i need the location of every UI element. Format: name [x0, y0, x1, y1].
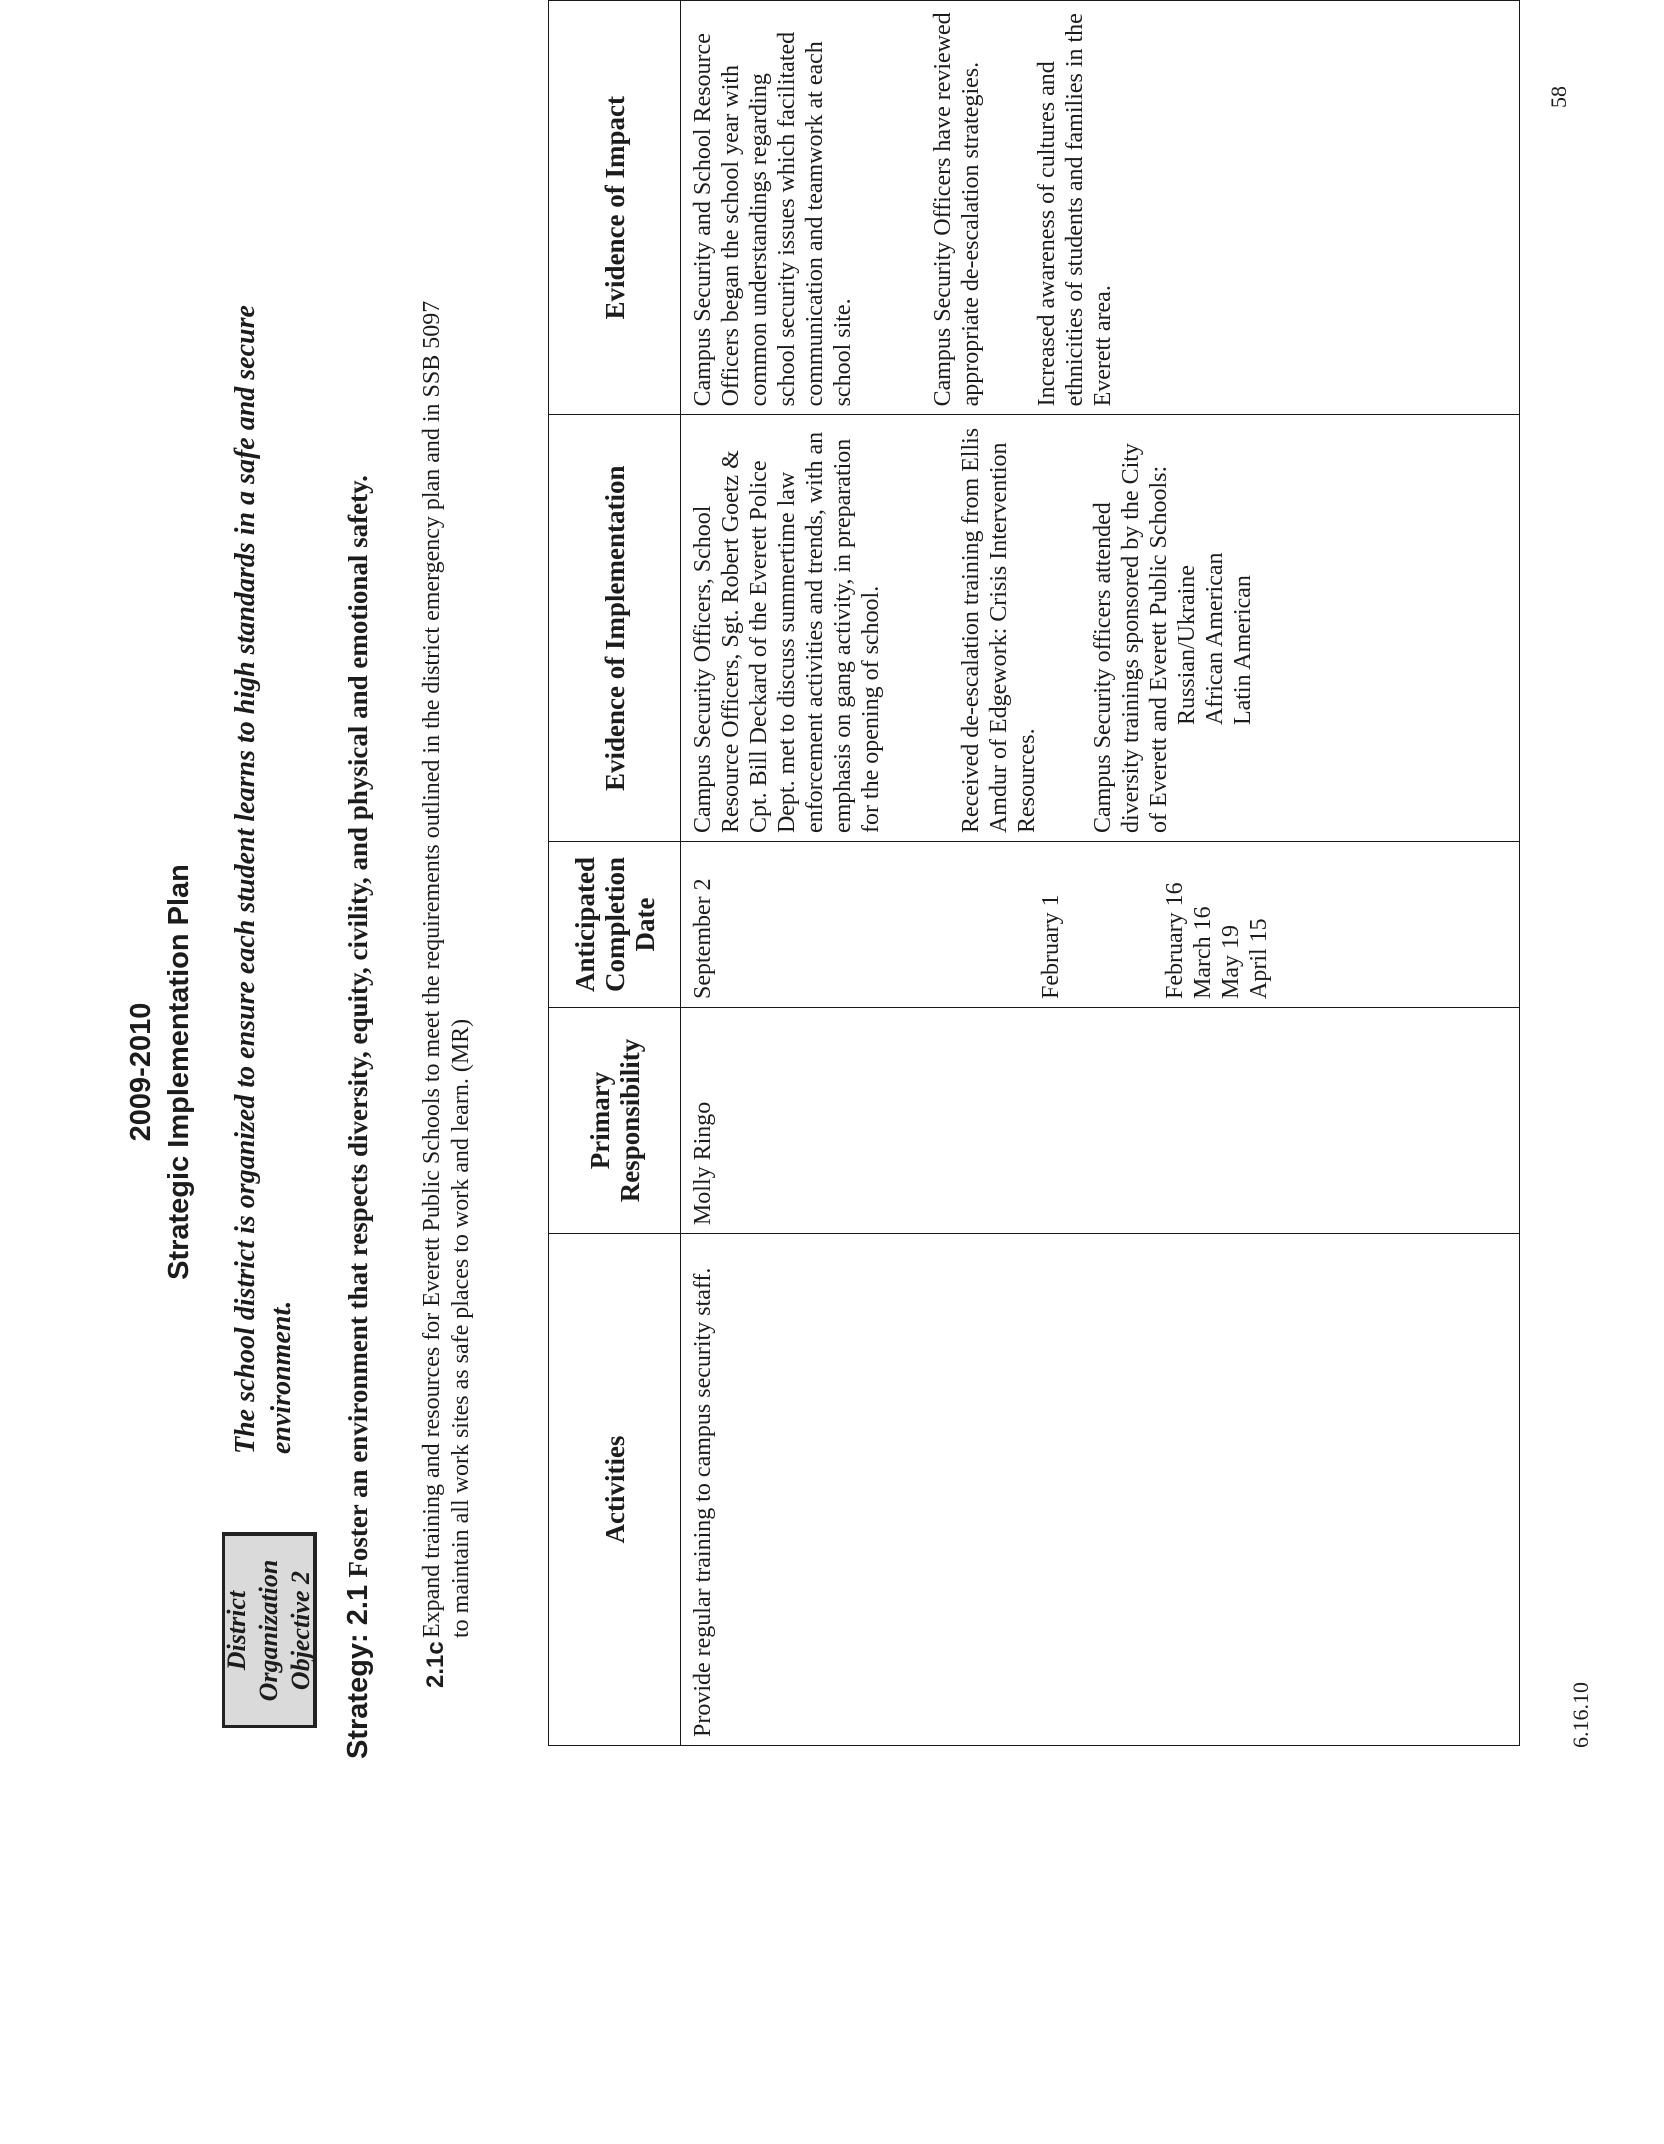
page-number: 58: [1546, 86, 1571, 108]
impact-cell: [681, 1, 1520, 415]
list-item: Latin American: [1230, 575, 1256, 726]
objective-statement: The school district is organized to ensure each student learns to high standards in a safe and secure environment.: [230, 305, 297, 1454]
header-impact: Evidence of Impact: [549, 1, 681, 415]
completion-date-cell: [681, 842, 1520, 1008]
date-3c: May 19: [1218, 924, 1244, 999]
sub-strategy-text: Expand training and resources for Everett Public Schools to meet the requirements outlined in the district emergency plan and in SSB 5097 to maintain all work sites as safe places to work and learn. (MR): [419, 300, 474, 1638]
implementation-entry-2: Received de-escalation training from Ellis Amdur of Edgework: Crisis Intervention Resources.: [958, 427, 1040, 834]
objective-box-line1: District Organization: [222, 1559, 283, 1702]
implementation-table: [548, 0, 1520, 1746]
header-implementation: Evidence of Implementation: [549, 415, 681, 842]
header-activities: Activities: [549, 1234, 681, 1746]
date-3a: February 16: [1162, 882, 1188, 999]
header-responsibility: Primary Responsibility: [549, 1007, 681, 1233]
implementation-entry-1: Campus Security Officers, School Resource Officers, Sgt. Robert Goetz & Cpt. Bill Deckard of the Everett Police Dept. met to discuss summertime law enforcement activities and trends, with an emphasis on gang activity, in preparation for the opening of school.: [690, 431, 884, 834]
strategy-text: Foster an environment that respects diversity, equity, civility, and physical and emotional safety.: [343, 475, 373, 1578]
list-item: Russian/Ukraine: [1174, 565, 1200, 726]
table-header-row: [549, 1, 681, 1746]
sub-strategy-id: 2.1c: [422, 1641, 449, 1688]
activity-cell: [681, 1234, 1520, 1746]
implementation-cell: [681, 415, 1520, 842]
footer-date: 6.16.10: [1568, 1682, 1593, 1748]
responsibility-text: Molly Ringo: [690, 1101, 716, 1226]
document-title: Strategic Implementation Plan: [163, 864, 195, 1280]
objective-box: [222, 1532, 317, 1728]
table-row: [681, 1, 1520, 1746]
date-3b: March 16: [1190, 906, 1216, 999]
list-item: African American: [1202, 552, 1228, 726]
date-3d: April 15: [1246, 918, 1272, 999]
training-groups-list: [1173, 423, 1257, 725]
header-completion-date: Anticipated Completion Date: [549, 842, 681, 1008]
impact-entry-2: Campus Security Officers have reviewed appropriate de-escalation strategies.: [930, 12, 984, 407]
responsibility-cell: [681, 1007, 1520, 1233]
strategy-label: Strategy: 2.1: [342, 1584, 374, 1759]
implementation-entry-3: Campus Security officers attended diversity trainings sponsored by the City of Everett and Everett Public Schools:: [1090, 443, 1172, 834]
document-year: 2009-2010: [125, 1002, 157, 1142]
impact-entry-3: Increased awareness of cultures and ethnicities of students and families in the Everett area.: [1034, 13, 1116, 407]
strategy-heading: [342, 475, 375, 1759]
impact-entry-1: Campus Security and School Resource Officers began the school year with common understandings regarding school security issues which facilitated communication and teamwork at each school site.: [690, 31, 856, 407]
date-1: September 2: [690, 878, 716, 999]
date-2: February 1: [1038, 894, 1064, 999]
activity-text: Provide regular training to campus security staff.: [690, 1267, 716, 1737]
objective-box-line2: Objective 2: [286, 1570, 315, 1691]
